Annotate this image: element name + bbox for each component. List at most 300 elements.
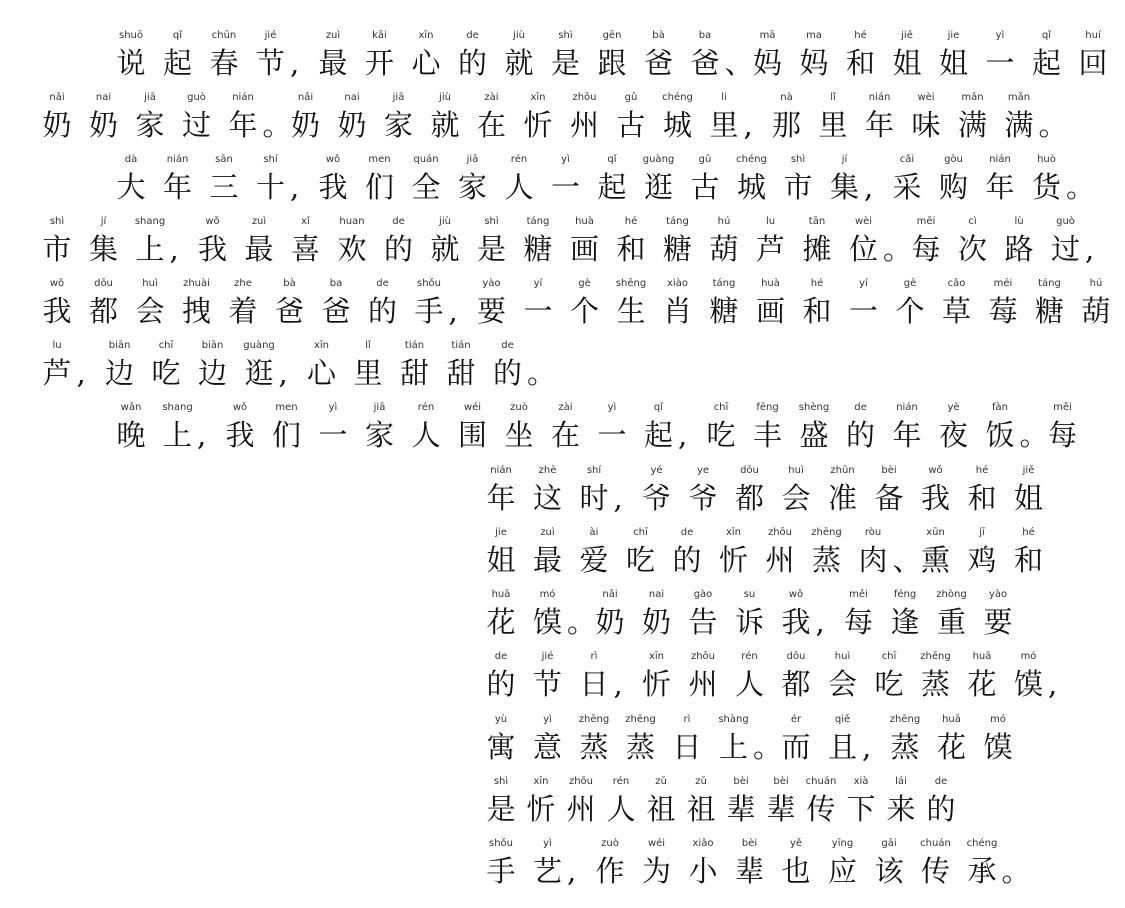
hanzi-with-pinyin bbox=[727, 589, 773, 649]
hanzi: 的 bbox=[492, 356, 522, 390]
hanzi: 来 bbox=[886, 792, 916, 826]
hanzi-with-pinyin bbox=[701, 92, 747, 152]
hanzi-with-pinyin bbox=[655, 92, 701, 152]
hanzi-with-pinyin bbox=[903, 216, 949, 276]
pinyin: huì bbox=[834, 651, 851, 662]
hanzi: 的 bbox=[672, 543, 702, 577]
hanzi: 人 bbox=[504, 170, 534, 204]
pinyin: huan bbox=[339, 216, 365, 227]
pinyin: shì bbox=[484, 216, 499, 227]
punctuation: , bbox=[864, 170, 874, 204]
pinyin: lǐ bbox=[365, 340, 371, 351]
hanzi-with-pinyin bbox=[791, 402, 837, 462]
pinyin: xūn bbox=[926, 527, 945, 538]
hanzi: 一 bbox=[985, 46, 1015, 80]
hanzi: 围 bbox=[457, 418, 487, 452]
pinyin: guàng bbox=[243, 340, 275, 351]
hanzi: 年 bbox=[864, 108, 894, 142]
pinyin: zhēng bbox=[625, 714, 656, 725]
hanzi: 边 bbox=[104, 356, 134, 390]
hanzi-with-pinyin bbox=[478, 589, 524, 649]
hanzi-with-pinyin bbox=[711, 527, 757, 587]
hanzi: 最 bbox=[318, 46, 348, 80]
hanzi: 每 bbox=[843, 605, 873, 639]
hanzi: 爸 bbox=[643, 46, 673, 80]
hanzi-with-pinyin bbox=[913, 651, 959, 711]
hanzi: 州 bbox=[569, 108, 599, 142]
pinyin: tián bbox=[404, 340, 425, 351]
hanzi-with-pinyin bbox=[155, 402, 201, 462]
hanzi: 而 bbox=[781, 730, 811, 764]
pinyin: wǒ bbox=[788, 589, 804, 600]
hanzi: 辈 bbox=[726, 792, 756, 826]
hanzi-with-pinyin bbox=[236, 216, 282, 276]
hanzi-with-pinyin bbox=[836, 589, 882, 649]
hanzi: 吃 bbox=[151, 356, 181, 390]
pinyin: yì bbox=[328, 402, 338, 413]
hanzi: 夜 bbox=[938, 418, 968, 452]
hanzi-with-pinyin bbox=[127, 278, 173, 338]
hanzi: 我 bbox=[42, 294, 72, 328]
pinyin: zhōu bbox=[690, 651, 716, 662]
pinyin: lái bbox=[895, 776, 907, 787]
hanzi-with-pinyin bbox=[775, 154, 821, 214]
pinyin: gāi bbox=[881, 838, 897, 849]
hanzi-with-pinyin bbox=[634, 651, 680, 711]
hanzi-with-pinyin bbox=[589, 30, 635, 90]
hanzi: 妈 bbox=[799, 46, 829, 80]
pinyin: qǐ bbox=[1041, 30, 1052, 41]
pinyin: guò bbox=[187, 92, 206, 103]
pinyin: zhòng bbox=[936, 589, 967, 600]
hanzi-with-pinyin bbox=[478, 465, 524, 525]
pinyin: hé bbox=[1022, 527, 1035, 538]
hanzi-with-pinyin bbox=[841, 278, 887, 338]
hanzi-with-pinyin bbox=[680, 651, 726, 711]
pinyin: gǔ bbox=[624, 92, 638, 103]
pinyin: chéng bbox=[966, 838, 998, 849]
hanzi: 一 bbox=[597, 418, 627, 452]
hanzi: 奶 bbox=[337, 108, 367, 142]
hanzi: 蒸 bbox=[920, 667, 950, 701]
hanzi: 忻 bbox=[718, 543, 748, 577]
hanzi-with-pinyin bbox=[108, 30, 154, 90]
hanzi-with-pinyin bbox=[850, 527, 896, 587]
pinyin: nián bbox=[166, 154, 189, 165]
hanzi: 个 bbox=[569, 294, 599, 328]
pinyin: nián bbox=[868, 92, 891, 103]
hanzi: 告 bbox=[688, 605, 718, 639]
pinyin: chī bbox=[881, 651, 897, 662]
pinyin: yě bbox=[789, 838, 803, 849]
pinyin: wǒ bbox=[205, 216, 220, 227]
pinyin: shang bbox=[134, 216, 166, 227]
pinyin: xīn bbox=[725, 527, 742, 538]
hanzi: 节 bbox=[532, 667, 562, 701]
pinyin: lu bbox=[765, 216, 776, 227]
hanzi-with-pinyin bbox=[201, 30, 247, 90]
hanzi: 每 bbox=[1047, 418, 1077, 452]
hanzi-with-pinyin bbox=[478, 651, 524, 711]
pinyin: nián bbox=[232, 92, 254, 103]
hanzi: 全 bbox=[411, 170, 441, 204]
pinyin: men bbox=[368, 154, 391, 165]
pinyin: tián bbox=[451, 340, 471, 351]
text-line bbox=[0, 776, 1005, 836]
hanzi: 逢 bbox=[890, 605, 920, 639]
pinyin: ài bbox=[589, 527, 599, 538]
hanzi: 意 bbox=[532, 730, 562, 764]
hanzi-with-pinyin bbox=[634, 465, 680, 525]
punctuation: 。 bbox=[1019, 418, 1049, 452]
hanzi-with-pinyin bbox=[636, 154, 682, 214]
pinyin: de bbox=[501, 340, 514, 351]
pinyin: cǎi bbox=[899, 154, 915, 165]
hanzi: 的 bbox=[486, 667, 516, 701]
hanzi: 的 bbox=[457, 46, 487, 80]
hanzi: 鸡 bbox=[967, 543, 997, 577]
hanzi-with-pinyin bbox=[820, 651, 866, 711]
hanzi-with-pinyin bbox=[866, 651, 912, 711]
hanzi-with-pinyin bbox=[422, 216, 468, 276]
hanzi-with-pinyin bbox=[959, 651, 1005, 711]
hanzi: 传 bbox=[806, 792, 836, 826]
hanzi: 满 bbox=[957, 108, 987, 142]
hanzi: 糖 bbox=[662, 232, 692, 266]
hanzi: 家 bbox=[383, 108, 413, 142]
hanzi-with-pinyin bbox=[525, 838, 571, 898]
hanzi-with-pinyin bbox=[773, 714, 819, 774]
hanzi: 和 bbox=[1013, 543, 1043, 577]
hanzi-with-pinyin bbox=[884, 154, 930, 214]
pinyin: yù bbox=[494, 714, 508, 725]
hanzi-with-pinyin bbox=[220, 278, 266, 338]
hanzi-with-pinyin bbox=[711, 714, 757, 774]
hanzi: 心 bbox=[411, 46, 441, 80]
pinyin: bèi bbox=[733, 776, 749, 787]
pinyin: jié bbox=[264, 30, 277, 41]
text-line bbox=[0, 92, 1068, 152]
pinyin: ér bbox=[790, 714, 802, 725]
hanzi-with-pinyin bbox=[587, 589, 633, 649]
hanzi: 这 bbox=[532, 481, 562, 515]
hanzi: 我 bbox=[920, 481, 950, 515]
pinyin: yè bbox=[947, 402, 960, 413]
pinyin: shàng bbox=[718, 714, 749, 725]
pinyin: jiā bbox=[373, 402, 386, 413]
pinyin: zǔ bbox=[655, 776, 667, 787]
hanzi-with-pinyin bbox=[248, 30, 294, 90]
hanzi-with-pinyin bbox=[977, 30, 1023, 90]
text-line bbox=[0, 838, 1031, 898]
hanzi: 吃 bbox=[625, 543, 655, 577]
pinyin: huì bbox=[788, 465, 804, 476]
hanzi-with-pinyin bbox=[773, 838, 819, 898]
hanzi: 姐 bbox=[938, 46, 968, 80]
hanzi: 我 bbox=[225, 418, 255, 452]
pinyin: shǒu bbox=[488, 838, 513, 849]
hanzi-with-pinyin bbox=[174, 92, 220, 152]
hanzi: 摊 bbox=[802, 232, 832, 266]
pinyin: rì bbox=[590, 651, 598, 662]
hanzi: 蒸 bbox=[811, 543, 841, 577]
hanzi: 爸 bbox=[274, 294, 304, 328]
hanzi-with-pinyin bbox=[589, 402, 635, 462]
hanzi: 上 bbox=[718, 730, 748, 764]
pinyin: shēng bbox=[615, 278, 647, 289]
pinyin: yì bbox=[607, 402, 617, 413]
hanzi: 熏 bbox=[920, 543, 950, 577]
pinyin: jiù bbox=[513, 30, 525, 41]
pinyin: zhe bbox=[234, 278, 252, 289]
hanzi: 和 bbox=[845, 46, 875, 80]
hanzi: 家 bbox=[364, 418, 394, 452]
pinyin: shèng bbox=[798, 402, 830, 413]
hanzi: 辈 bbox=[766, 792, 796, 826]
punctuation: 。 bbox=[1066, 170, 1096, 204]
hanzi-with-pinyin bbox=[127, 92, 173, 152]
hanzi-with-pinyin bbox=[820, 714, 866, 774]
pinyin: shì bbox=[790, 154, 806, 165]
hanzi-with-pinyin bbox=[525, 651, 571, 711]
punctuation: , bbox=[815, 605, 825, 639]
pinyin: xià bbox=[853, 776, 869, 787]
hanzi-with-pinyin bbox=[571, 527, 617, 587]
hanzi: 该 bbox=[874, 854, 904, 888]
hanzi: 会 bbox=[135, 294, 165, 328]
hanzi: 里 bbox=[818, 108, 848, 142]
hanzi: 位 bbox=[848, 232, 878, 266]
hanzi: 欢 bbox=[337, 232, 367, 266]
hanzi: 满 bbox=[1004, 108, 1034, 142]
pinyin: wéi bbox=[463, 402, 482, 413]
punctuation: , bbox=[743, 108, 753, 142]
pinyin: xīn bbox=[418, 30, 434, 41]
pinyin: zuò bbox=[510, 402, 528, 413]
pinyin: xīn bbox=[530, 92, 546, 103]
hanzi-with-pinyin bbox=[236, 340, 282, 400]
hanzi-with-pinyin bbox=[34, 216, 80, 276]
pinyin: cì bbox=[968, 216, 977, 227]
pinyin: xīn bbox=[648, 651, 665, 662]
hanzi-with-pinyin bbox=[882, 714, 928, 774]
punctuation: , bbox=[76, 356, 86, 390]
hanzi-with-pinyin bbox=[34, 340, 80, 400]
pinyin: ye bbox=[696, 465, 710, 476]
hanzi: 奶 bbox=[88, 108, 118, 142]
pinyin: yào bbox=[482, 278, 501, 289]
hanzi: 年 bbox=[162, 170, 192, 204]
hanzi: 市 bbox=[783, 170, 813, 204]
punctuation: 。 bbox=[883, 232, 913, 266]
pinyin: yì bbox=[561, 154, 570, 165]
hanzi-with-pinyin bbox=[496, 154, 542, 214]
hanzi-with-pinyin bbox=[929, 714, 975, 774]
hanzi-with-pinyin bbox=[376, 216, 422, 276]
punctuation: , bbox=[169, 232, 179, 266]
hanzi-with-pinyin bbox=[81, 216, 127, 276]
hanzi: 路 bbox=[1004, 232, 1034, 266]
hanzi-with-pinyin bbox=[608, 92, 654, 152]
hanzi-with-pinyin bbox=[841, 216, 887, 276]
pinyin: fēng bbox=[756, 402, 779, 413]
hanzi-with-pinyin bbox=[329, 216, 375, 276]
hanzi-with-pinyin bbox=[589, 154, 635, 214]
text-line bbox=[0, 30, 1108, 90]
hanzi-with-pinyin bbox=[496, 30, 542, 90]
hanzi: 就 bbox=[430, 108, 460, 142]
hanzi-with-pinyin bbox=[469, 92, 515, 152]
punctuation: , bbox=[1085, 232, 1095, 266]
hanzi-with-pinyin bbox=[406, 278, 452, 338]
pinyin: yào bbox=[988, 589, 1008, 600]
pinyin: biān bbox=[201, 340, 224, 351]
pinyin: de bbox=[392, 216, 405, 227]
hanzi-with-pinyin bbox=[345, 340, 391, 400]
hanzi-with-pinyin bbox=[450, 402, 496, 462]
hanzi-with-pinyin bbox=[310, 30, 356, 90]
pinyin: měi bbox=[849, 589, 868, 600]
pinyin: hú bbox=[1089, 278, 1103, 289]
hanzi: 时 bbox=[579, 481, 609, 515]
hanzi-with-pinyin bbox=[884, 402, 930, 462]
pinyin: gè bbox=[578, 278, 591, 289]
pinyin: lu bbox=[52, 340, 62, 351]
pinyin: cǎo bbox=[947, 278, 966, 289]
pinyin: qǐ bbox=[607, 154, 617, 165]
hanzi: 吃 bbox=[706, 418, 736, 452]
pinyin: hé bbox=[810, 278, 824, 289]
hanzi: 画 bbox=[569, 232, 599, 266]
pinyin: gè bbox=[903, 278, 917, 289]
punctuation: , bbox=[613, 481, 623, 515]
pinyin: wèi bbox=[854, 216, 873, 227]
pinyin: qǐ bbox=[653, 402, 664, 413]
hanzi: 货 bbox=[1031, 170, 1061, 204]
pinyin: jiā bbox=[466, 154, 479, 165]
hanzi: 州 bbox=[765, 543, 795, 577]
hanzi-with-pinyin bbox=[773, 465, 819, 525]
hanzi: 那 bbox=[771, 108, 801, 142]
hanzi: 我 bbox=[318, 170, 348, 204]
pinyin: yí bbox=[533, 278, 543, 289]
pinyin: wèi bbox=[917, 92, 935, 103]
hanzi-with-pinyin bbox=[515, 92, 561, 152]
hanzi-with-pinyin bbox=[174, 278, 220, 338]
hanzi-with-pinyin bbox=[81, 92, 127, 152]
pinyin: qiě bbox=[834, 714, 851, 725]
hanzi-with-pinyin bbox=[664, 714, 710, 774]
hanzi-with-pinyin bbox=[931, 30, 977, 90]
hanzi: 都 bbox=[88, 294, 118, 328]
text-line bbox=[0, 465, 1043, 525]
hanzi-with-pinyin bbox=[403, 30, 449, 90]
pinyin: ma bbox=[806, 30, 822, 41]
hanzi-with-pinyin bbox=[248, 154, 294, 214]
hanzi-with-pinyin bbox=[478, 714, 524, 774]
hanzi-with-pinyin bbox=[882, 589, 928, 649]
hanzi-with-pinyin bbox=[1040, 402, 1086, 462]
punctuation: , bbox=[862, 730, 872, 764]
hanzi: 草 bbox=[941, 294, 971, 328]
hanzi-with-pinyin bbox=[283, 92, 329, 152]
hanzi-with-pinyin bbox=[804, 527, 850, 587]
pinyin: hé bbox=[854, 30, 867, 41]
pinyin: wéi bbox=[647, 838, 666, 849]
pinyin: rì bbox=[683, 714, 691, 725]
hanzi-with-pinyin bbox=[664, 527, 710, 587]
hanzi: 都 bbox=[781, 667, 811, 701]
hanzi-with-pinyin bbox=[190, 216, 236, 276]
hanzi-with-pinyin bbox=[975, 714, 1021, 774]
hanzi-with-pinyin bbox=[838, 402, 884, 462]
hanzi-with-pinyin bbox=[525, 465, 571, 525]
pinyin: zài bbox=[558, 402, 573, 413]
hanzi-with-pinyin bbox=[636, 30, 682, 90]
pinyin: jiě bbox=[1022, 465, 1035, 476]
hanzi: 上 bbox=[162, 418, 192, 452]
hanzi-with-pinyin bbox=[571, 651, 617, 711]
hanzi-with-pinyin bbox=[918, 776, 964, 836]
pinyin: jí bbox=[100, 216, 107, 227]
hanzi: 应 bbox=[827, 854, 857, 888]
pinyin: ba bbox=[329, 278, 343, 289]
hanzi-with-pinyin bbox=[866, 465, 912, 525]
punctuation: , bbox=[448, 294, 458, 328]
hanzi: 花 bbox=[486, 605, 516, 639]
hanzi-with-pinyin bbox=[392, 340, 438, 400]
hanzi: 爷 bbox=[688, 481, 718, 515]
hanzi: 起 bbox=[597, 170, 627, 204]
pinyin: zhǔn bbox=[830, 465, 855, 476]
pinyin: huà bbox=[761, 278, 780, 289]
pinyin: nai bbox=[95, 92, 112, 103]
hanzi: 上 bbox=[135, 232, 165, 266]
pinyin: zǔ bbox=[695, 776, 707, 787]
hanzi: 十 bbox=[255, 170, 285, 204]
pinyin: zài bbox=[484, 92, 499, 103]
hanzi-with-pinyin bbox=[485, 340, 531, 400]
hanzi: 一 bbox=[848, 294, 878, 328]
hanzi: 逛 bbox=[244, 356, 274, 390]
hanzi-with-pinyin bbox=[977, 402, 1023, 462]
hanzi-with-pinyin bbox=[283, 216, 329, 276]
text-line bbox=[0, 402, 1077, 462]
pinyin: zhuài bbox=[183, 278, 210, 289]
hanzi-with-pinyin bbox=[1024, 154, 1070, 214]
hanzi-with-pinyin bbox=[820, 465, 866, 525]
pinyin: mā bbox=[759, 30, 776, 41]
pinyin: de bbox=[680, 527, 694, 538]
hanzi: 忻 bbox=[523, 108, 553, 142]
hanzi-with-pinyin bbox=[220, 92, 266, 152]
hanzi: 吃 bbox=[874, 667, 904, 701]
hanzi-with-pinyin bbox=[745, 30, 791, 90]
hanzi-with-pinyin bbox=[108, 154, 154, 214]
pinyin: hé bbox=[624, 216, 638, 227]
hanzi-with-pinyin bbox=[1006, 651, 1052, 711]
hanzi-with-pinyin bbox=[959, 465, 1005, 525]
punctuation: 。 bbox=[753, 730, 783, 764]
pinyin: rén bbox=[741, 651, 758, 662]
hanzi: 姐 bbox=[1013, 481, 1043, 515]
text-line bbox=[0, 527, 1043, 587]
hanzi-with-pinyin bbox=[838, 30, 884, 90]
hanzi: 集 bbox=[88, 232, 118, 266]
hanzi-with-pinyin bbox=[525, 527, 571, 587]
hanzi: 奶 bbox=[42, 108, 72, 142]
hanzi-with-pinyin bbox=[929, 589, 975, 649]
